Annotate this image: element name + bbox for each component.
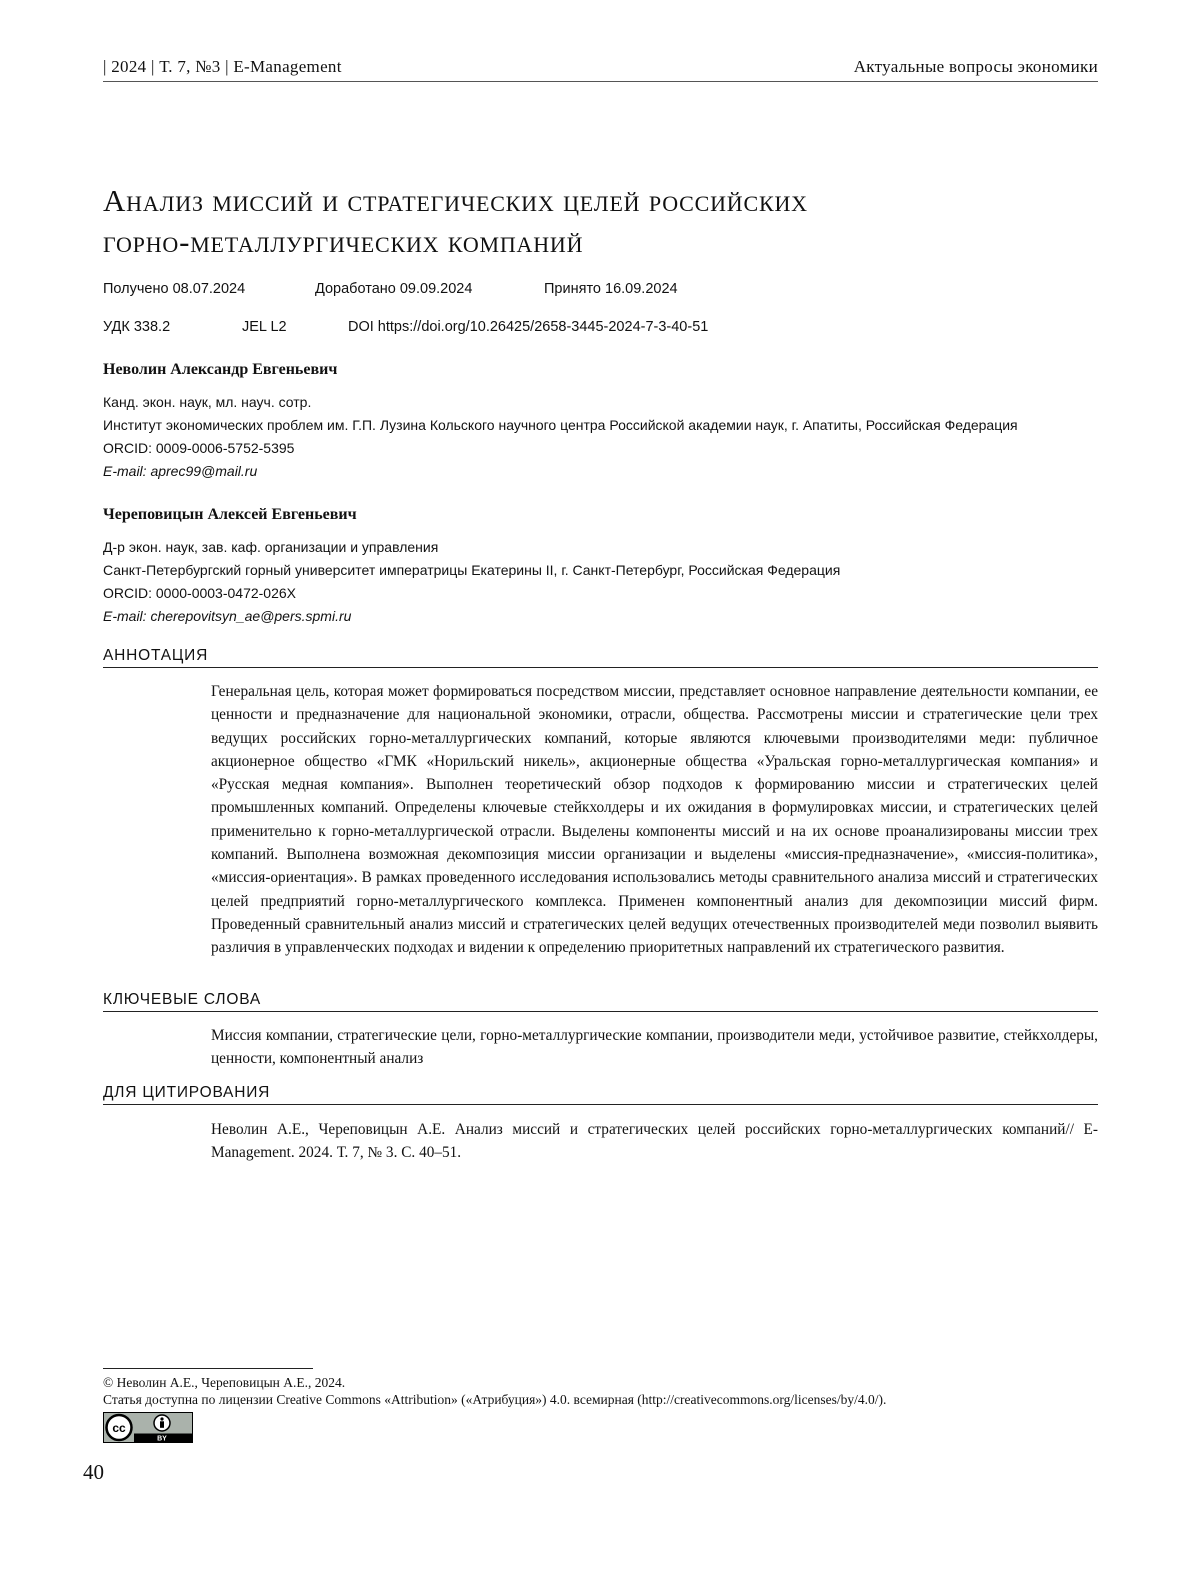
title-line-2: горно-металлургических компаний: [103, 224, 584, 259]
journal-issue: | 2024 | Т. 7, №3 | E-Management: [103, 57, 342, 76]
accepted-date: Принято 16.09.2024: [544, 281, 678, 297]
abstract-heading: АННОТАЦИЯ: [103, 647, 1098, 668]
cc-by-license-badge[interactable]: [103, 1412, 193, 1443]
author-info: [103, 391, 1018, 483]
author-degree: Д-р экон. наук, зав. каф. организации и управления: [103, 539, 439, 555]
author-degree: Канд. экон. наук, мл. науч. сотр.: [103, 394, 312, 410]
title-line-1: Анализ миссий и стратегических целей российских: [103, 183, 808, 218]
page-number: 40: [83, 1460, 104, 1484]
citation-heading: ДЛЯ ЦИТИРОВАНИЯ: [103, 1084, 1098, 1105]
footnote: [103, 1374, 886, 1408]
revised-date: Доработано 09.09.2024: [315, 281, 473, 297]
author-email[interactable]: E-mail: aprec99@mail.ru: [103, 463, 258, 479]
footnote-divider: [103, 1368, 313, 1369]
udc-code: УДК 338.2: [103, 319, 171, 335]
abstract-text: Генеральная цель, которая может формироваться посредством миссии, представляет основное направление деятельности компании, ее ценности и предназначение для национальной экономики, отрасли, общества. Рассмотрены миссии и стратегические цели трех ведущих российских горно-металлургических компаний, которые являются ключевыми производителями меди: публичное акционерное общество «ГМК «Норильский никель», акционерные общества «Уральская горно-металлургическая компания» и «Русская медная компания». Выполнен теоретический обзор подходов к формированию миссии и стратегических целей промышленных компаний. Определены ключевые стейкхолдеры и их ожидания в формулировках миссии, и стратегических целей применительно к горно-металлургической отрасли. Выделены компоненты миссий и на их основе проанализированы миссии трех компаний. Выполнена возможная декомпозиция миссии организации и выделены «миссия-предназначение», «миссия-политика», «миссия-ориентация». В рамках проведенного исследования использовались методы сравнительного анализа миссий и стратегических целей предприятий горно-металлургического комплекса. Применен компонентный анализ для декомпозиции миссий фирм. Проведенный сравнительный анализ миссий и стратегических целей ведущих отечественных производителей меди позволил выявить различия в управленческих подходах и видении к определению приоритетных направлений их стратегического развития.: [211, 683, 1098, 957]
author-name: Череповицын Алексей Евгеньевич: [103, 506, 357, 523]
author-orcid[interactable]: ORCID: 0000-0003-0472-026X: [103, 585, 297, 601]
keywords-text: Миссия компании, стратегические цели, горно-металлургические компании, производители меди, устойчивое развитие, стейкхолдеры, ценности, компонентный анализ: [211, 1027, 1098, 1068]
author-email[interactable]: E-mail: cherepovitsyn_ae@pers.spmi.ru: [103, 608, 352, 624]
author-affiliation: Институт экономических проблем им. Г.П. Лузина Кольского научного центра Российской академии наук, г. Апатиты, Российская Федерация: [103, 417, 1018, 433]
author-orcid[interactable]: ORCID: 0009-0006-5752-5395: [103, 440, 295, 456]
author-affiliation: Санкт-Петербургский горный университет императрицы Екатерины II, г. Санкт-Петербург, Российская Федерация: [103, 562, 841, 578]
license-notice[interactable]: Статья доступна по лицензии Creative Commons «Attribution» («Атрибуция») 4.0. всемирная (http://creativecommons.org/licenses/by/4.0/).: [103, 1392, 887, 1407]
journal-section: Актуальные вопросы экономики: [853, 57, 1098, 76]
jel-code: JEL L2: [242, 319, 287, 335]
by-label: BY: [157, 1435, 167, 1443]
author-name: Неволин Александр Евгеньевич: [103, 361, 338, 378]
received-date: Получено 08.07.2024: [103, 281, 246, 297]
keywords-heading: КЛЮЧЕВЫЕ СЛОВА: [103, 991, 1098, 1012]
running-head: [103, 55, 1098, 82]
copyright-notice: © Неволин А.Е., Череповицын А.Е., 2024.: [103, 1375, 346, 1390]
citation-text: Неволин А.Е., Череповицын А.Е. Анализ миссий и стратегических целей российских горно-металлургических компаний// E-Management. 2024. Т. 7, № 3. С. 40–51.: [211, 1121, 1098, 1162]
author-info: [103, 536, 840, 628]
cc-label: cc: [112, 1421, 126, 1435]
article-title: [103, 180, 1098, 262]
doi-link[interactable]: DOI https://doi.org/10.26425/2658-3445-2024-7-3-40-51: [348, 319, 709, 335]
